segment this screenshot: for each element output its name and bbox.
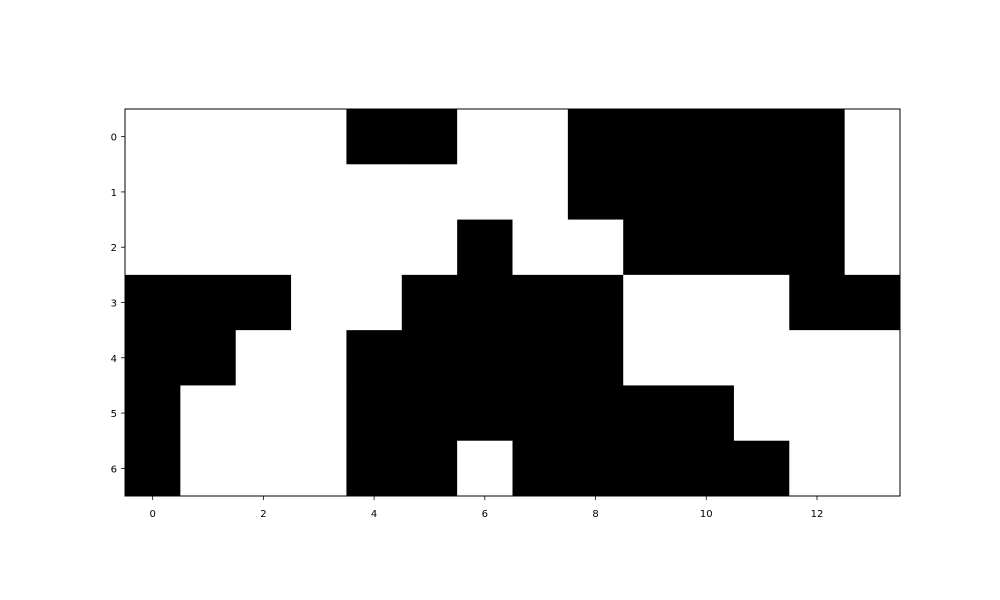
heatmap-cell xyxy=(623,164,679,220)
heatmap-cell xyxy=(457,385,513,441)
heatmap-cell xyxy=(346,441,402,497)
y-tick-label: 1 xyxy=(110,187,117,199)
heatmap-cell xyxy=(180,164,236,220)
heatmap-cell xyxy=(291,330,347,386)
heatmap-cell xyxy=(845,109,901,165)
x-tick-label: 0 xyxy=(149,509,156,520)
heatmap-cell xyxy=(180,385,236,441)
heatmap-cell xyxy=(623,275,679,331)
heatmap-cell xyxy=(568,275,624,331)
heatmap-cell xyxy=(623,385,679,441)
heatmap-cell xyxy=(457,275,513,331)
heatmap-cell xyxy=(845,220,901,276)
x-tick-label: 10 xyxy=(699,509,713,520)
heatmap-cell xyxy=(346,330,402,386)
heatmap-cell xyxy=(236,109,292,165)
x-tick-label: 4 xyxy=(370,509,378,520)
heatmap-cell xyxy=(291,109,347,165)
heatmap-cell xyxy=(568,220,624,276)
heatmap-cell xyxy=(180,441,236,497)
heatmap-cell xyxy=(623,441,679,497)
heatmap-cell xyxy=(568,164,624,220)
heatmap-cell xyxy=(457,164,513,220)
heatmap-cell xyxy=(236,275,292,331)
heatmap-cell xyxy=(457,109,513,165)
heatmap-cell xyxy=(789,330,845,386)
y-tick-label: 3 xyxy=(110,298,117,310)
heatmap-cell xyxy=(568,441,624,497)
heatmap-cell xyxy=(734,385,790,441)
heatmap-cell xyxy=(734,275,790,331)
heatmap-cell xyxy=(236,330,292,386)
heatmap-cell xyxy=(457,330,513,386)
heatmap-cell xyxy=(568,109,624,165)
heatmap-cell xyxy=(679,220,735,276)
heatmap-cell xyxy=(734,109,790,165)
heatmap-cell xyxy=(513,275,569,331)
heatmap-cell xyxy=(789,441,845,497)
heatmap-cell xyxy=(679,164,735,220)
heatmap-cell xyxy=(845,164,901,220)
heatmap-cell xyxy=(734,330,790,386)
heatmap-cell xyxy=(734,441,790,497)
x-tick-label: 6 xyxy=(481,509,489,520)
heatmap-cell xyxy=(236,385,292,441)
heatmap-cell xyxy=(845,385,901,441)
heatmap-cell xyxy=(845,441,901,497)
heatmap-cell xyxy=(513,385,569,441)
heatmap-cell xyxy=(679,385,735,441)
heatmap-cell xyxy=(789,164,845,220)
heatmap-cell xyxy=(125,220,181,276)
heatmap-cell xyxy=(402,164,458,220)
heatmap-cell xyxy=(623,330,679,386)
heatmap-cell xyxy=(291,275,347,331)
heatmap-cell xyxy=(845,275,901,331)
heatmap-cell xyxy=(402,385,458,441)
x-tick-label: 12 xyxy=(810,509,824,520)
heatmap-cell xyxy=(291,385,347,441)
heatmap-cell xyxy=(125,330,181,386)
heatmap-cell xyxy=(457,441,513,497)
heatmap-cell xyxy=(125,109,181,165)
heatmap-cell xyxy=(346,109,402,165)
heatmap-cells xyxy=(125,109,901,497)
heatmap-cell xyxy=(125,385,181,441)
heatmap-cell xyxy=(180,109,236,165)
heatmap-cell xyxy=(513,220,569,276)
heatmap-cell xyxy=(845,330,901,386)
heatmap-cell xyxy=(346,220,402,276)
heatmap-cell xyxy=(679,109,735,165)
heatmap-cell xyxy=(180,330,236,386)
heatmap-cell xyxy=(180,220,236,276)
heatmap-cell xyxy=(789,109,845,165)
heatmap-cell xyxy=(346,385,402,441)
heatmap-cell xyxy=(679,275,735,331)
heatmap-cell xyxy=(789,220,845,276)
heatmap-cell xyxy=(789,385,845,441)
heatmap-cell xyxy=(291,441,347,497)
heatmap-cell xyxy=(402,441,458,497)
heatmap-cell xyxy=(679,330,735,386)
y-tick-label: 0 xyxy=(110,132,117,144)
heatmap-cell xyxy=(457,220,513,276)
heatmap-cell xyxy=(513,164,569,220)
heatmap-cell xyxy=(513,441,569,497)
heatmap-cell xyxy=(679,441,735,497)
y-tick-label: 4 xyxy=(110,353,117,365)
heatmap-cell xyxy=(623,220,679,276)
heatmap-cell xyxy=(402,330,458,386)
heatmap-cell xyxy=(346,275,402,331)
heatmap-cell xyxy=(734,164,790,220)
y-tick-label: 2 xyxy=(110,243,117,255)
heatmap-cell xyxy=(568,385,624,441)
heatmap-cell xyxy=(125,275,181,331)
heatmap-cell xyxy=(734,220,790,276)
heatmap-cell xyxy=(402,109,458,165)
heatmap-cell xyxy=(623,109,679,165)
heatmap-cell xyxy=(568,330,624,386)
x-tick-label: 8 xyxy=(592,509,599,520)
y-tick-label: 6 xyxy=(110,464,117,476)
heatmap-cell xyxy=(236,441,292,497)
heatmap-cell xyxy=(513,109,569,165)
heatmap-cell xyxy=(236,220,292,276)
heatmap-cell xyxy=(513,330,569,386)
heatmap-cell xyxy=(291,220,347,276)
heatmap-cell xyxy=(402,275,458,331)
heatmap-cell xyxy=(125,441,181,497)
heatmap-cell xyxy=(402,220,458,276)
heatmap-cell xyxy=(125,164,181,220)
heatmap-cell xyxy=(346,164,402,220)
y-tick-label: 5 xyxy=(110,409,117,421)
x-tick-label: 2 xyxy=(260,509,267,520)
heatmap-cell xyxy=(789,275,845,331)
heatmap-cell xyxy=(291,164,347,220)
heatmap-cell xyxy=(236,164,292,220)
heatmap-cell xyxy=(180,275,236,331)
